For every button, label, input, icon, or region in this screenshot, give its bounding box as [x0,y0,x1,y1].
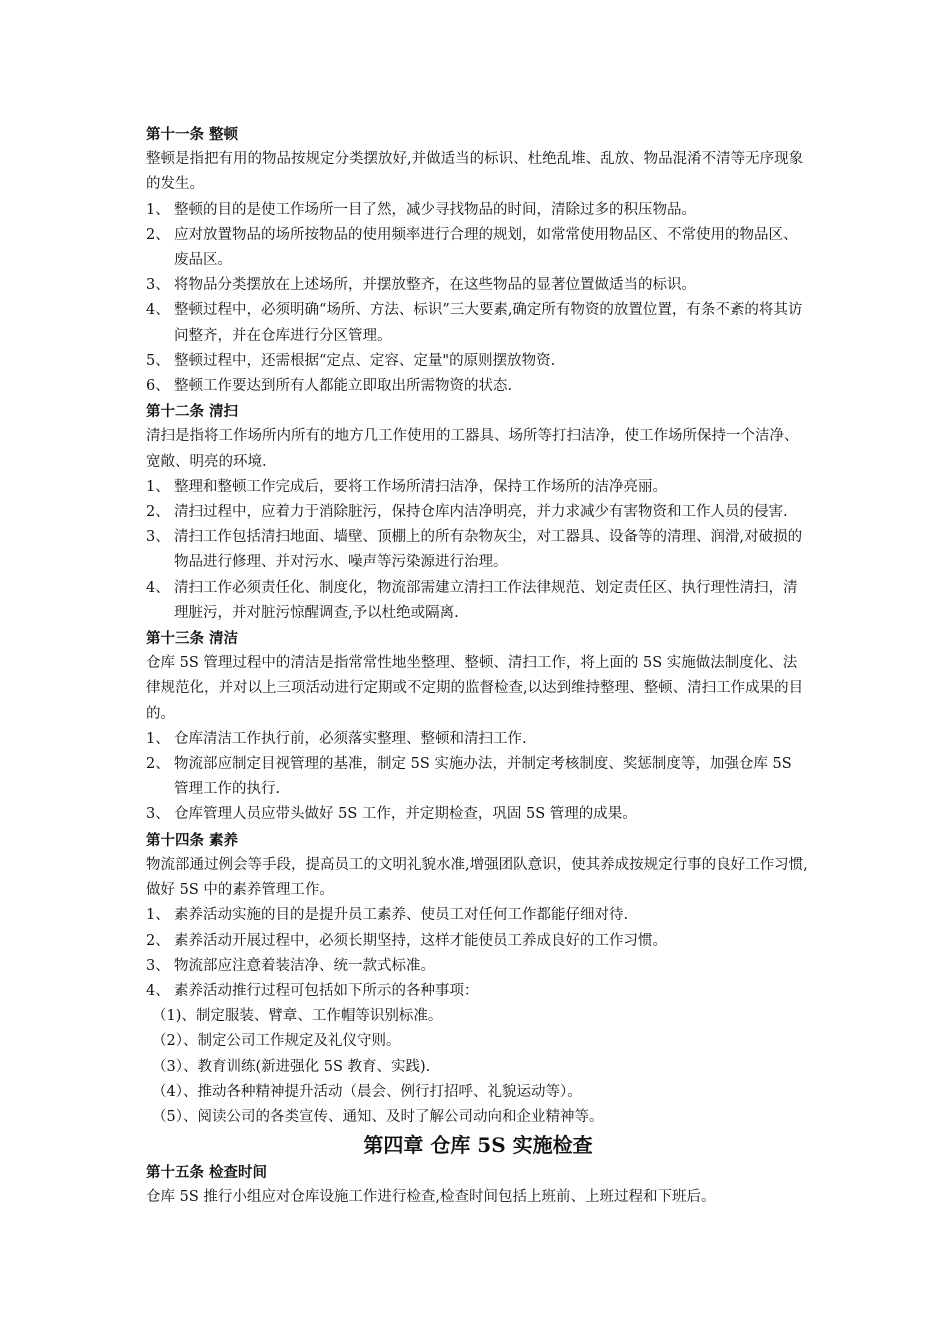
item-number: 2、 [146,504,170,521]
item-text: 整顿过程中，必须明确“场所、方法、标识”三大要素,确定所有物资的放置位置，有条不紊的将其访问整齐，并在仓库进行分区管理。 [174,302,803,344]
item-number: 3、 [146,277,170,294]
list-item [146,223,810,273]
item-number: 1、 [146,201,170,218]
sub-list-item: （2）、制定公司工作规定及礼仪守则。 [152,1033,401,1050]
list-item [146,576,810,626]
item-number: 1、 [146,478,170,495]
section-heading-13: 第十三条 清洁 [146,630,239,648]
item-number: 2、 [146,756,170,773]
section-intro-14: 物流部通过例会等手段，提高员工的文明礼貌水准,增强团队意识，使其养成按规定行事的良好工作习惯,做好 5S 中的素养管理工作。 [146,856,808,899]
item-number: 5、 [146,352,170,369]
list-item [146,500,810,525]
item-text: 素养活动推行过程可包括如下所示的各种事项： [174,982,479,999]
list-item [146,903,810,928]
item-text: 清扫工作包括清扫地面、墙壁、顶棚上的所有杂物灰尘，对工器具、设备等的清理、润滑,对破损的物品进行修理、并对污水、噪声等污染源进行治理。 [174,529,803,571]
section-heading-11: 第十一条 整顿 [146,126,239,143]
item-number: 4、 [146,982,170,999]
item-text: 整顿过程中，还需根据“定点、定容、定量"的原则摆放物资. [174,352,556,369]
item-text: 整顿的目的是使工作场所一目了然，减少寻找物品的时间，清除过多的积压物品。 [174,201,696,218]
item-text: 物流部应制定目视管理的基准，制定 5S 实施办法，并制定考核制度、奖惩制度等，加强仓库 5S 管理工作的执行. [174,756,792,798]
item-number: 2、 [146,932,170,949]
item-text: 仓库管理人员应带头做好 5S 工作，并定期检查，巩固 5S 管理的成果。 [174,806,637,823]
list-item [146,979,810,1004]
item-number: 1、 [146,730,170,747]
item-text: 仓库清洁工作执行前，必须落实整理、整顿和清扫工作. [174,730,527,747]
item-number: 4、 [146,302,170,319]
item-text: 应对放置物品的场所按物品的使用频率进行合理的规划，如常常使用物品区、不常使用的物品区、废品区。 [174,226,798,269]
sub-list-item: （4）、推动各种精神提升活动（晨会、例行打招呼、礼貌运动等）。 [152,1083,582,1100]
item-text: 整顿工作要达到所有人都能立即取出所需物资的状态. [174,378,513,395]
sub-list-item: （5）、阅读公司的各类宣传、通知、及时了解公司动向和企业精神等。 [152,1108,604,1125]
chapter-title: 第四章 仓库 5S 实施检查 [363,1133,593,1158]
item-text: 清扫工作必须责任化、制度化，物流部需建立清扫工作法律规范、划定责任区、执行理性清扫，清理脏污，并对脏污惊醒调查,予以杜绝或隔离. [174,579,798,621]
item-number: 3、 [146,806,170,823]
list-item [146,802,810,827]
list-item [146,727,810,752]
section-heading-12: 第十二条 清扫 [146,403,239,421]
document-page [146,122,810,1211]
sub-list-item: （3）、教育训练(新进强化 5S 教育、实践). [152,1058,431,1075]
list-item [146,349,810,374]
item-number: 3、 [146,957,170,974]
item-number: 6、 [146,378,170,395]
list-item [146,475,810,500]
list-item [146,273,810,298]
item-text: 清扫过程中，应着力于消除脏污，保持仓库内洁净明亮，并力求减少有害物资和工作人员的侵害. [174,504,788,521]
section-intro-15: 仓库 5S 推行小组应对仓库设施工作进行检查,检查时间包括上班前、上班过程和下班后。 [146,1189,716,1206]
list-item [146,752,810,802]
sub-list-item: （1)、制定服装、臂章、工作帽等识别标准。 [152,1008,443,1025]
item-text: 素养活动实施的目的是提升员工素养、使员工对任何工作都能仔细对待. [174,907,629,924]
section-heading-15: 第十五条 检查时间 [146,1164,268,1182]
section-heading-14: 第十四条 素养 [146,831,239,849]
section-intro-12: 清扫是指将工作场所内所有的地方几工作使用的工器具、场所等打扫洁净，使工作场所保持一个洁净、宽敞、明亮的环境. [146,428,799,470]
item-text: 素养活动开展过程中，必须长期坚持，这样才能使员工养成良好的工作习惯。 [174,932,667,949]
item-text: 将物品分类摆放在上述场所，并摆放整齐，在这些物品的显著位置做适当的标识。 [174,277,696,294]
list-item [146,954,810,979]
section-intro-13: 仓库 5S 管理过程中的清洁是指常常性地坐整理、整顿、清扫工作，将上面的 5S 实施做法制度化、法律规范化，并对以上三项活动进行定期或不定期的监督检查,以达到维持整理、整顿、清扫工作成果的目的。 [146,655,804,722]
section-intro-11: 整顿是指把有用的物品按规定分类摆放好,并做适当的标识、杜绝乱堆、乱放、物品混淆不清等无序现象的发生。 [146,151,804,193]
item-text: 整理和整顿工作完成后，要将工作场所清扫洁净，保持工作场所的洁净亮丽。 [174,478,667,495]
list-item [146,929,810,954]
item-number: 2、 [146,226,170,243]
item-number: 4、 [146,579,170,596]
list-item [146,198,810,223]
item-number: 1、 [146,907,170,924]
list-item [146,298,810,348]
list-item [146,525,810,575]
item-text: 物流部应注意着装洁净、统一款式标准。 [174,957,435,974]
item-number: 3、 [146,529,170,546]
list-item [146,374,810,399]
